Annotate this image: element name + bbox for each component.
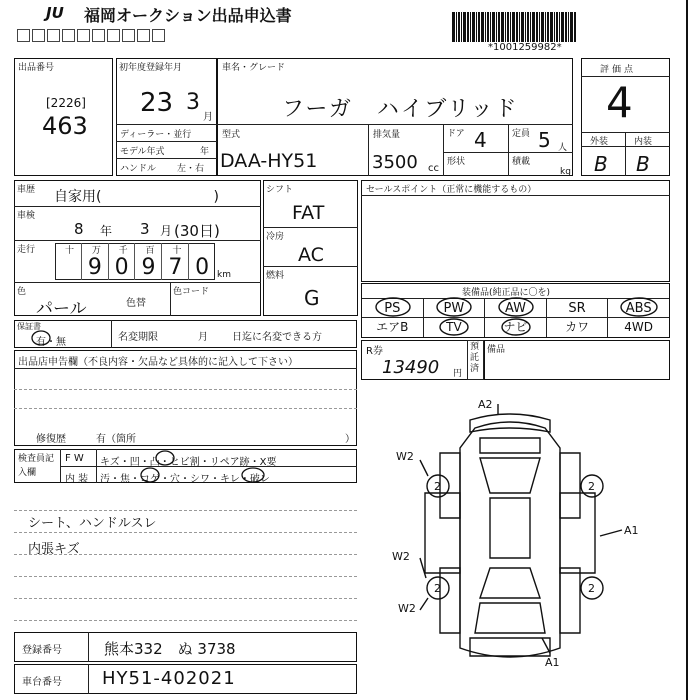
wheel-mark-fr: 2: [588, 480, 595, 493]
color-value: パール: [36, 299, 87, 319]
equipment-label: 装備品(純正品に〇を): [462, 288, 551, 298]
equip-pw: PW: [424, 299, 486, 318]
declaration-label: 出品店申告欄（不良内容・欠品など具体的に記入して下さい）: [18, 357, 298, 368]
owner-options: 有・無: [36, 337, 66, 348]
accessory-label: 備品: [487, 345, 506, 355]
model-label: 型式: [222, 130, 241, 140]
ac-value: AC: [298, 244, 324, 266]
displacement-unit: cc: [428, 163, 439, 174]
fuel-label: 燃料: [266, 271, 285, 281]
grade-label: 評価点: [600, 65, 637, 75]
load-unit: kg: [560, 167, 571, 177]
mileage-digit: 7: [168, 255, 183, 280]
form-id-cells: [17, 29, 167, 42]
name-change-month: 月: [198, 332, 208, 343]
exterior-value: B: [594, 152, 608, 176]
fw-label: F W: [65, 453, 84, 464]
form-title: 福岡オークション出品申込書: [84, 6, 292, 25]
lot-number: 463: [42, 112, 88, 140]
year-value: 23: [140, 88, 174, 118]
checker-circles: [100, 449, 360, 483]
handle-label: ハンドル: [120, 164, 157, 174]
mark-a1-rear: A1: [545, 656, 560, 669]
mileage-digit: 0: [195, 255, 210, 280]
fw-items: キズ・凹・凸・ヒビ割・リペア跡・X要: [100, 457, 277, 468]
dealer-label: ディーラー・並行: [120, 130, 192, 140]
inspection-label: 車検: [17, 211, 36, 221]
repair-close: ）: [345, 434, 355, 445]
registration-value: 熊本332 ぬ 3738: [104, 640, 236, 658]
note-line-1: シート、ハンドルスレ: [28, 516, 157, 531]
chassis-value: HY51-402021: [102, 668, 236, 689]
load-label: 積載: [512, 157, 531, 167]
registration-label: 登録番号: [22, 645, 62, 656]
mileage-digit: 9: [141, 255, 156, 280]
doors-label: ドア: [447, 129, 465, 139]
interior-label: 内装: [634, 137, 653, 147]
equip-aw: AW: [485, 299, 547, 318]
wheel-mark-rr: 2: [588, 582, 595, 595]
mark-w2-side: W2: [392, 550, 410, 563]
handle-options: 左・右: [177, 164, 205, 174]
barcode-number: *1001259982*: [488, 42, 562, 53]
equip-leather: カワ: [547, 318, 609, 337]
owner-label: 保証書: [17, 322, 41, 331]
shift-value: FAT: [292, 202, 325, 224]
interior-check-items: 汚・焦・コゲ・穴・シワ・キレ・破レ: [100, 474, 270, 485]
ac-label: 冷房: [266, 232, 285, 242]
mark-w2-rear: W2: [398, 602, 416, 615]
car-name-label: 車名・グレード: [222, 63, 286, 73]
lot-label: 出品番号: [18, 63, 55, 73]
recycle-paid-label: 預託済: [470, 342, 480, 374]
accessory-box: [484, 340, 670, 380]
year-label: 初年度登録年月: [119, 63, 183, 73]
inspection-year-unit: 年: [100, 224, 113, 238]
doors-value: 4: [474, 128, 487, 152]
mark-a1-side: A1: [624, 524, 639, 537]
year-month-unit: 月: [203, 112, 213, 123]
inspection-day: (30日): [174, 222, 220, 240]
mileage-digit: 9: [87, 255, 102, 280]
recycle-value: 13490: [382, 357, 440, 378]
note-line-2: 内張キズ: [28, 542, 80, 557]
color-change-label: 色替: [126, 298, 146, 309]
equip-tv: TV: [424, 318, 486, 337]
brand-logo: JU: [46, 4, 64, 22]
year-month: 3: [186, 90, 200, 115]
barcode: [452, 12, 577, 42]
usage-label: 車歴: [17, 185, 36, 195]
mileage-digits: 十 万 9 千 0 百 9 十 7 0: [55, 243, 215, 280]
equip-airbag: エアB: [362, 318, 424, 337]
drive-label: 形状: [447, 157, 466, 167]
wheel-mark-fl: 2: [434, 480, 441, 493]
chassis-label: 車台番号: [22, 677, 62, 688]
name-change-label: 名変期限: [118, 332, 158, 343]
equip-sr: SR: [547, 299, 609, 318]
fuel-value: G: [304, 286, 320, 310]
usage-value: 自家用( ): [54, 189, 219, 205]
grade-score: 4: [606, 78, 633, 127]
inspection-year: 8: [74, 220, 84, 238]
wheel-mark-rl: 2: [434, 582, 441, 595]
recycle-label: R券: [366, 346, 383, 357]
shift-label: シフト: [266, 185, 294, 195]
model-year-unit: 年: [200, 147, 210, 157]
repair-label: 修復歴: [36, 434, 66, 445]
capacity-label: 定員: [512, 129, 531, 139]
inspection-month-unit: 月: [160, 224, 173, 238]
mark-w2-front: W2: [396, 450, 414, 463]
name-change-day: 日迄に名変できる方: [232, 332, 322, 343]
equipment-circles: [361, 296, 671, 338]
car-damage-diagram: [380, 398, 680, 688]
owner-yes-circle: [30, 329, 52, 347]
mileage-unit: km: [217, 270, 231, 280]
sales-point-label: セールスポイント（正常に機能するもの）: [366, 185, 537, 195]
repair-value: 有（箇所: [96, 434, 136, 445]
equip-navi: ナビ: [485, 318, 547, 337]
model-year-label: モデル年式: [120, 147, 165, 157]
equip-ps: PS: [362, 299, 424, 318]
color-code-label: 色コード: [173, 287, 210, 297]
color-label: 色: [17, 287, 27, 297]
mileage-label: 走行: [17, 245, 36, 255]
displacement-label: 排気量: [373, 130, 401, 140]
interior-value: B: [636, 152, 650, 176]
capacity-value: 5: [538, 128, 551, 152]
checker-label: 検査員記入欄: [18, 454, 55, 478]
equip-4wd: 4WD: [624, 320, 654, 334]
model-value: DAA-HY51: [220, 150, 318, 172]
recycle-unit: 円: [453, 369, 463, 379]
mark-a2: A2: [478, 398, 493, 411]
interior-check-label: 内 装: [65, 474, 89, 485]
exterior-label: 外装: [590, 137, 609, 147]
capacity-unit: 人: [558, 143, 568, 153]
inspection-month: 3: [140, 220, 150, 238]
car-name: フーガ ハイブリッド: [282, 97, 519, 122]
displacement-value: 3500: [372, 152, 418, 173]
mileage-digit: 0: [114, 255, 129, 280]
equip-abs: ABS: [625, 301, 652, 316]
lot-sub-number: [2226]: [46, 96, 86, 110]
